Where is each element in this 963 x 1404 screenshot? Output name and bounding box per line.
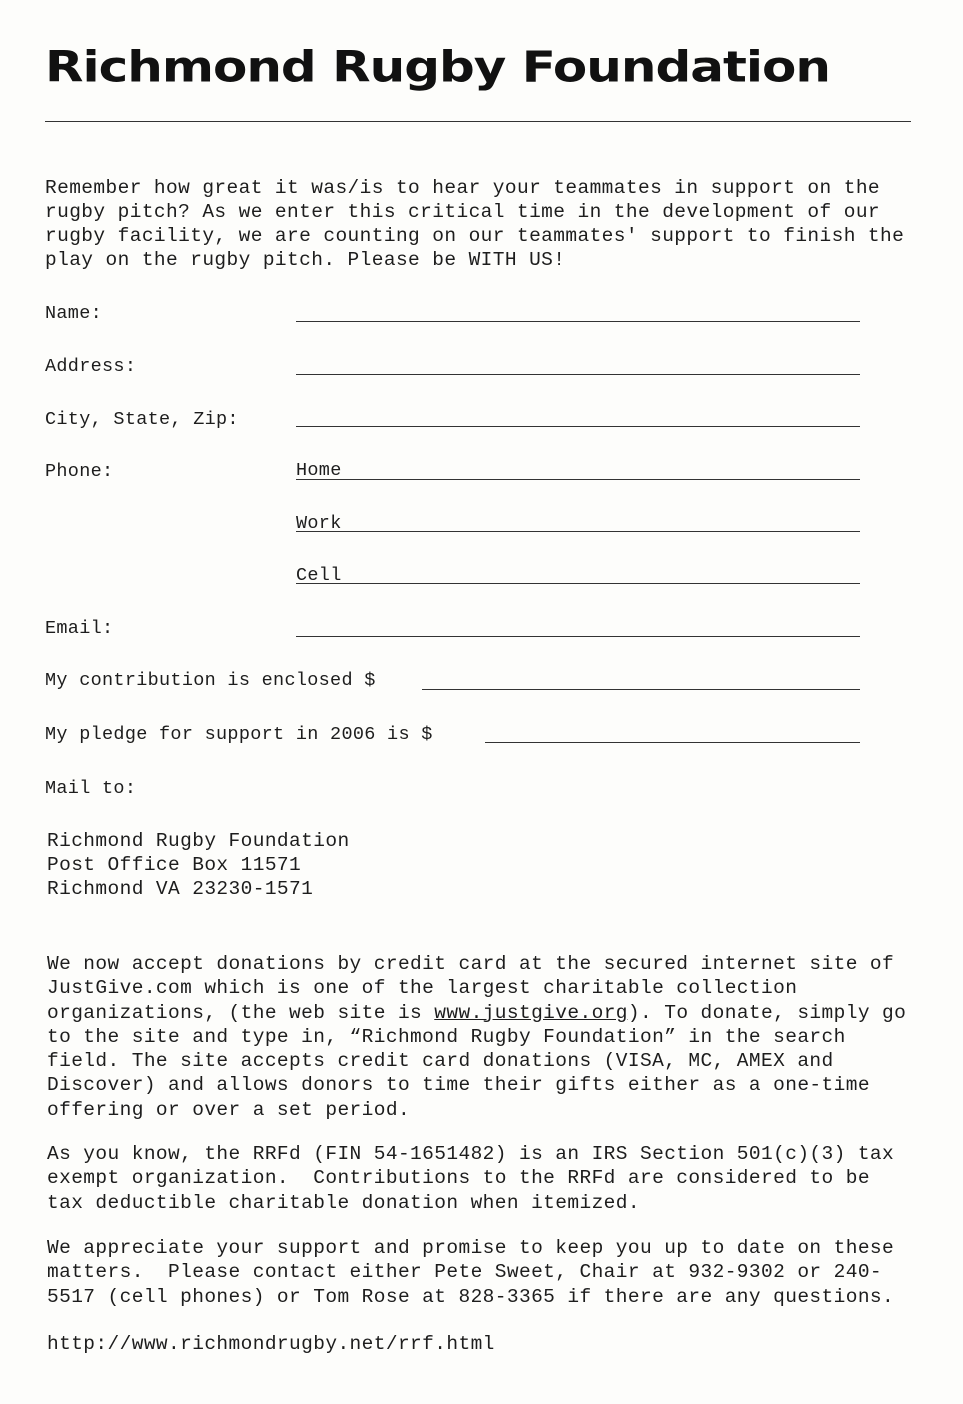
contribution-field[interactable] [422,689,860,690]
paragraph-line [47,1001,906,1025]
intro-line: rugby facility, we are counting on our teammates' support to finish the [45,225,905,247]
paragraph-line: to the site and type in, “Richmond Rugby Foundation” in the search [47,1025,846,1048]
paragraph-line: 5517 (cell phones) or Tom Rose at 828-3365 if there are any questions. [47,1285,895,1308]
paragraph-line: We now accept donations by credit card at the secured internet site of [47,953,895,975]
pledge-field[interactable] [485,742,860,743]
email-label: Email: [45,618,114,639]
phone-label: Phone: [45,461,114,482]
mailing-address [47,829,350,901]
phone-cell-label: Cell [296,565,342,586]
phone-work-label: Work [296,513,342,534]
email-field[interactable] [296,636,860,637]
online-donation-paragraph [47,952,906,1122]
contribution-label: My contribution is enclosed $ [45,670,376,691]
paragraph-line: tax deductible charitable donation when itemized. [47,1191,640,1214]
pledge-label: My pledge for support in 2006 is $ [45,724,433,745]
address-field[interactable] [296,374,860,375]
phone-home-field[interactable] [296,479,860,480]
page-title: Richmond Rugby Foundation [45,42,830,92]
paragraph-line: We appreciate your support and promise to keep you up to date on these [47,1237,895,1259]
paragraph-text: organizations, (the web site is [47,1001,435,1024]
city-state-zip-label: City, State, Zip: [45,409,239,430]
paragraph-line: matters. Please contact either Pete Sweet, Chair at 932-9302 or 240- [47,1261,883,1284]
paragraph-line: field. The site accepts credit card donations (VISA, MC, AMEX and [47,1050,834,1073]
address-line: Richmond Rugby Foundation [47,830,350,852]
paragraph-line: offering or over a set period. [47,1098,411,1121]
tax-paragraph [47,1142,894,1215]
foundation-url[interactable]: http://www.richmondrugby.net/rrf.html [47,1333,495,1355]
name-label: Name: [45,303,103,324]
paragraph-line: exempt organization. Contributions to the RRFd are considered to be [47,1167,870,1190]
mail-to-label: Mail to: [45,778,137,799]
city-state-zip-field[interactable] [296,426,860,427]
paragraph-text: ). To donate, simply go [627,1001,907,1024]
justgive-link[interactable]: www.justgive.org [434,1001,628,1024]
address-label: Address: [45,356,137,377]
name-field[interactable] [296,321,860,322]
intro-line: Remember how great it was/is to hear your teammates in support on the [45,177,881,199]
intro-line: play on the rugby pitch. Please be WITH US! [45,249,566,271]
phone-home-label: Home [296,460,342,481]
title-divider [45,121,911,122]
intro-line: rugby pitch? As we enter this critical time in the development of our [45,201,881,223]
phone-cell-field[interactable] [296,583,860,584]
paragraph-line: JustGive.com which is one of the largest charitable collection [47,977,798,1000]
paragraph-line: Discover) and allows donors to time their gifts either as a one-time [47,1074,870,1097]
paragraph-line: As you know, the RRFd (FIN 54-1651482) is an IRS Section 501(c)(3) tax [47,1143,895,1165]
intro-paragraph [45,176,940,272]
address-line: Richmond VA 23230-1571 [47,878,314,900]
phone-work-field[interactable] [296,531,860,532]
address-line: Post Office Box 11571 [47,854,302,876]
contact-paragraph [47,1236,894,1309]
